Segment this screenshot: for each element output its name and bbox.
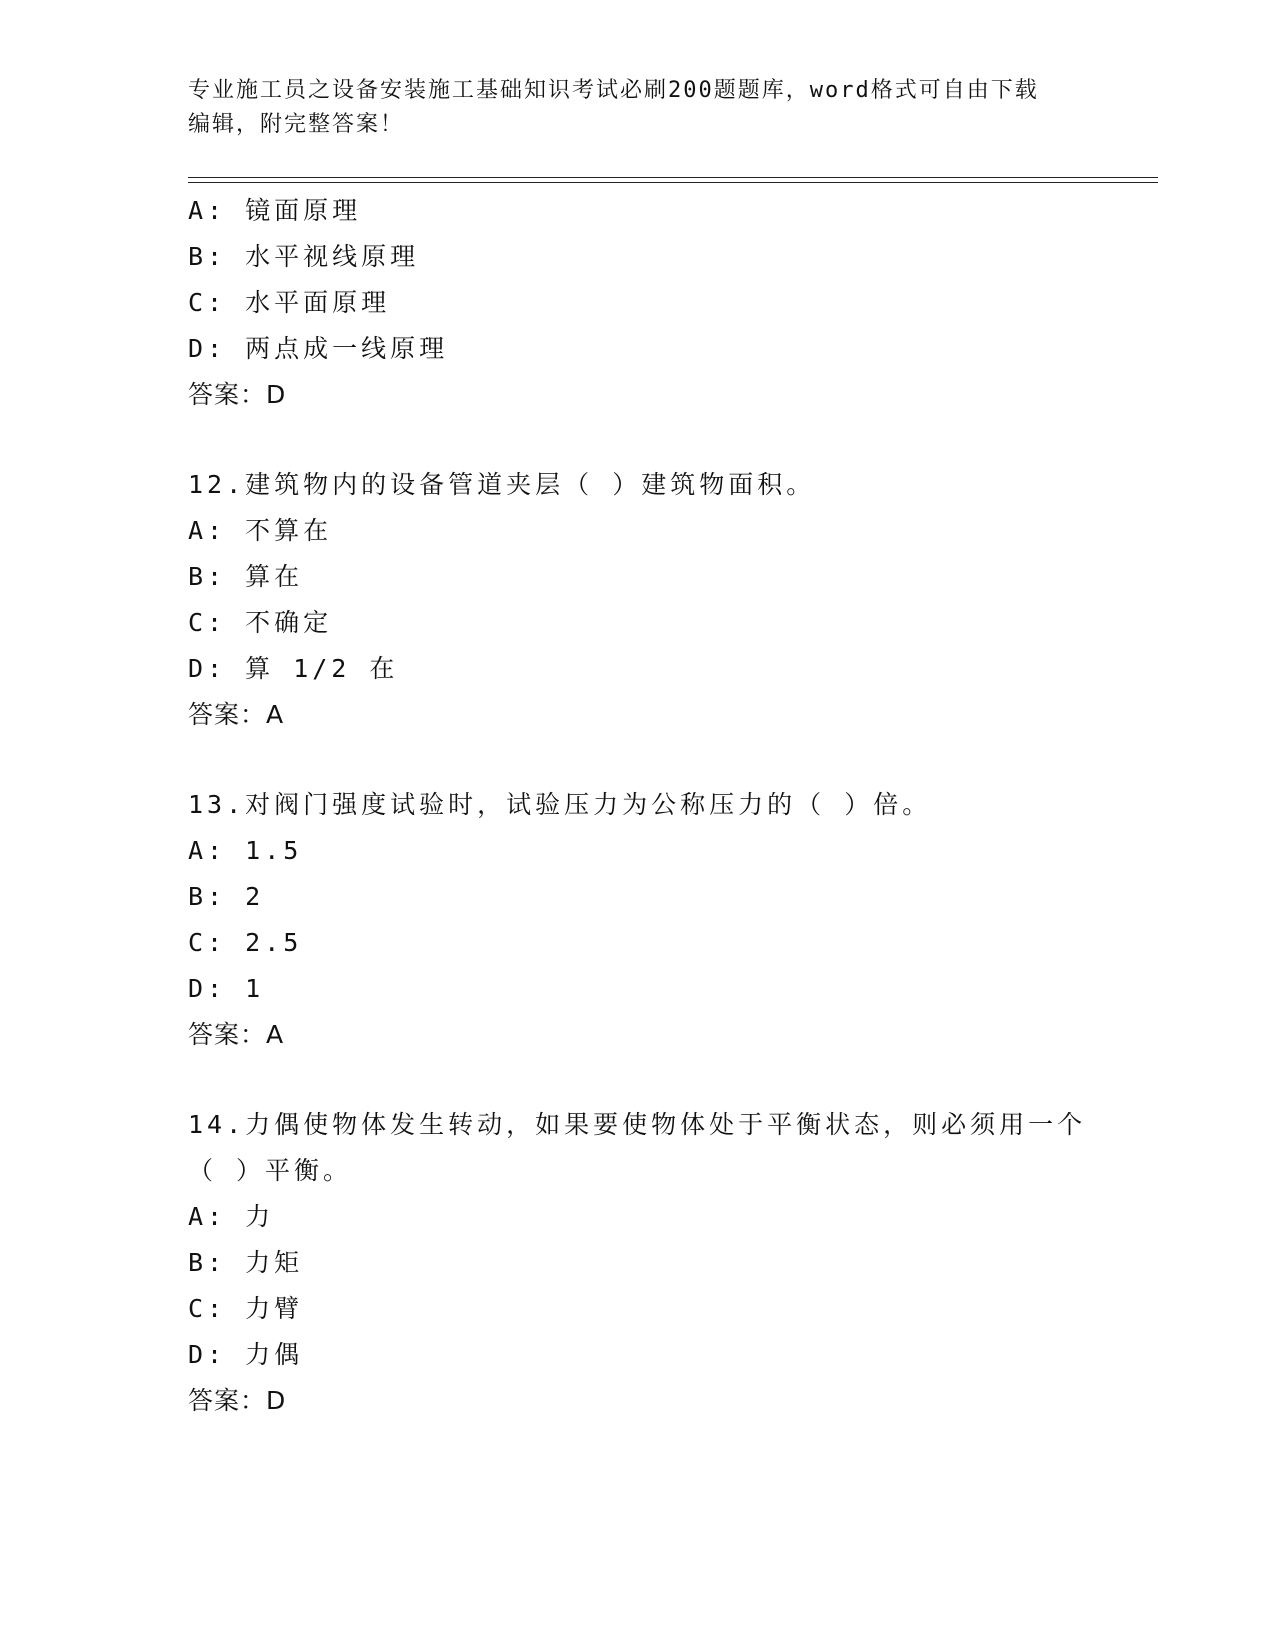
option-d: D: 力偶 — [188, 1340, 304, 1369]
option-c: C: 水平面原理 — [188, 288, 391, 317]
option-b: B: 水平视线原理 — [188, 242, 420, 271]
answer-line: 答案：A — [188, 1020, 285, 1049]
option-c: C: 力臂 — [188, 1294, 304, 1323]
question-11-continued — [188, 188, 1148, 418]
header-title-line-1: 专业施工员之设备安装施工基础知识考试必刷200题题库，word格式可自由下载 — [188, 78, 1039, 103]
question-stem-continued: （ ）平衡。 — [188, 1156, 353, 1185]
option-a: A: 力 — [188, 1202, 275, 1231]
option-d: D: 1 — [188, 974, 265, 1003]
option-d: D: 两点成一线原理 — [188, 334, 449, 363]
question-12 — [188, 462, 1148, 738]
option-c: C: 2.5 — [188, 928, 303, 957]
question-13 — [188, 782, 1148, 1058]
question-stem: 13.对阀门强度试验时，试验压力为公称压力的（ ）倍。 — [188, 790, 932, 819]
answer-line: 答案：D — [188, 380, 287, 409]
option-b: B: 力矩 — [188, 1248, 304, 1277]
answer-line: 答案：D — [188, 1386, 287, 1415]
option-a: A: 镜面原理 — [188, 196, 362, 225]
option-a: A: 不算在 — [188, 516, 333, 545]
header-divider-bottom — [188, 182, 1158, 183]
document-header — [188, 74, 1088, 142]
question-list — [188, 188, 1148, 1424]
header-divider-top — [188, 177, 1158, 178]
option-b: B: 算在 — [188, 562, 304, 591]
question-14 — [188, 1102, 1148, 1424]
answer-line: 答案：A — [188, 700, 285, 729]
option-d: D: 算 1/2 在 — [188, 654, 399, 683]
spacer — [188, 1058, 1148, 1102]
question-stem: 14.力偶使物体发生转动，如果要使物体处于平衡状态，则必须用一个 — [188, 1110, 1087, 1139]
option-b: B: 2 — [188, 882, 265, 911]
question-stem: 12.建筑物内的设备管道夹层（ ）建筑物面积。 — [188, 470, 816, 499]
spacer — [188, 418, 1148, 462]
header-title-line-2: 编辑，附完整答案！ — [188, 112, 405, 137]
option-a: A: 1.5 — [188, 836, 303, 865]
option-c: C: 不确定 — [188, 608, 333, 637]
spacer — [188, 738, 1148, 782]
